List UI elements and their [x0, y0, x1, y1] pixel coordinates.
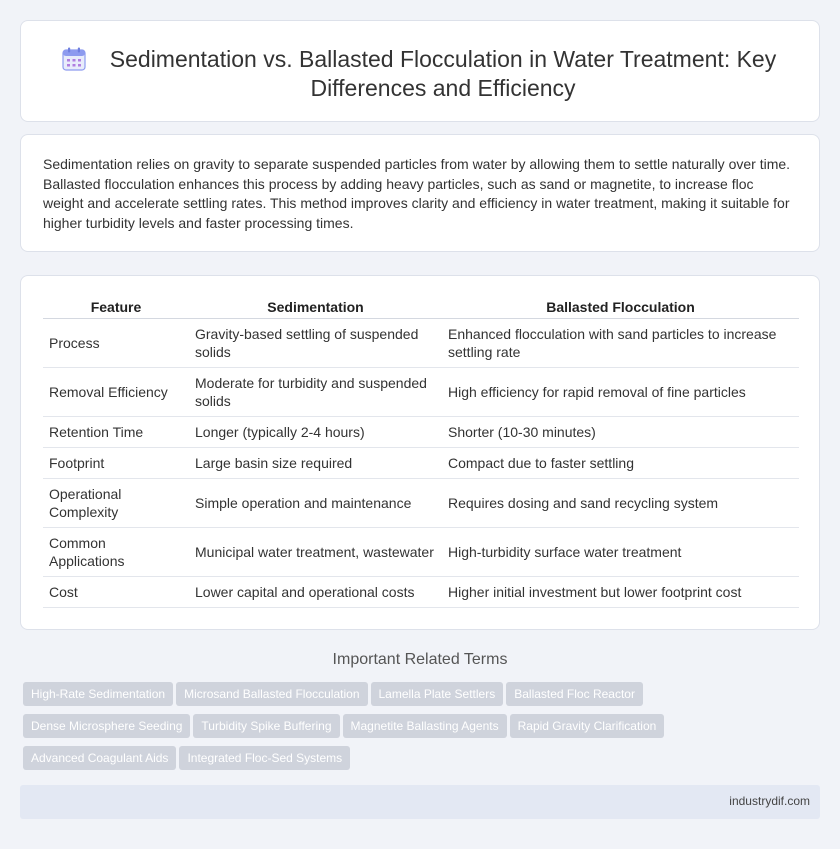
feature-cell: Cost — [43, 577, 189, 608]
related-term-tag[interactable]: Magnetite Ballasting Agents — [343, 714, 507, 738]
sedimentation-cell: Gravity-based settling of suspended solids — [189, 319, 442, 368]
related-term-tag[interactable]: Dense Microsphere Seeding — [23, 714, 190, 738]
related-term-tag[interactable]: Rapid Gravity Clarification — [510, 714, 665, 738]
sedimentation-cell: Simple operation and maintenance — [189, 479, 442, 528]
table-row — [43, 577, 799, 608]
intro-paragraph: Sedimentation relies on gravity to separate suspended particles from water by allowing them to settle naturally over time. Ballasted flocculation enhances this process by adding heavy particles, such as sand or magnetite, to increase floc weight and accelerate settling rates. This method improves clarity and efficiency in water treatment, making it suitable for higher turbidity levels and faster processing times. — [43, 156, 791, 231]
ballasted-cell: Shorter (10-30 minutes) — [442, 417, 799, 448]
table-row — [43, 479, 799, 528]
table-row — [43, 448, 799, 479]
feature-cell: Footprint — [43, 448, 189, 479]
feature-cell: Common Applications — [43, 528, 189, 577]
header-feature: Feature — [43, 296, 189, 319]
related-terms-title: Important Related Terms — [332, 651, 508, 668]
sedimentation-cell: Municipal water treatment, wastewater — [189, 528, 442, 577]
comparison-table — [43, 296, 799, 608]
related-term-tag[interactable]: Advanced Coagulant Aids — [23, 746, 176, 770]
related-term-tag[interactable]: Microsand Ballasted Flocculation — [176, 682, 367, 706]
comparison-card — [20, 275, 820, 630]
header-ballasted-flocculation: Ballasted Flocculation — [442, 296, 799, 319]
sedimentation-cell: Large basin size required — [189, 448, 442, 479]
ballasted-cell: Higher initial investment but lower footprint cost — [442, 577, 799, 608]
footer-site-link[interactable]: industrydif.com — [729, 794, 810, 808]
related-terms-list — [23, 682, 813, 778]
sedimentation-cell: Moderate for turbidity and suspended solids — [189, 368, 442, 417]
sedimentation-cell: Longer (typically 2-4 hours) — [189, 417, 442, 448]
feature-cell: Retention Time — [43, 417, 189, 448]
calendar-icon — [61, 46, 87, 72]
sedimentation-cell: Lower capital and operational costs — [189, 577, 442, 608]
footer — [20, 785, 820, 819]
ballasted-cell: High efficiency for rapid removal of fine particles — [442, 368, 799, 417]
related-term-tag[interactable]: Integrated Floc-Sed Systems — [179, 746, 350, 770]
ballasted-cell: Compact due to faster settling — [442, 448, 799, 479]
page-title: Sedimentation vs. Ballasted Flocculation in Water Treatment: Key Differences and Efficiency — [109, 46, 777, 101]
ballasted-cell: High-turbidity surface water treatment — [442, 528, 799, 577]
related-term-tag[interactable]: High-Rate Sedimentation — [23, 682, 173, 706]
table-header-row — [43, 296, 799, 319]
table-row — [43, 528, 799, 577]
ballasted-cell: Enhanced flocculation with sand particles to increase settling rate — [442, 319, 799, 368]
table-row — [43, 319, 799, 368]
header-sedimentation: Sedimentation — [189, 296, 442, 319]
related-term-tag[interactable]: Ballasted Floc Reactor — [506, 682, 643, 706]
related-term-tag[interactable]: Turbidity Spike Buffering — [193, 714, 339, 738]
feature-cell: Removal Efficiency — [43, 368, 189, 417]
ballasted-cell: Requires dosing and sand recycling system — [442, 479, 799, 528]
intro-card — [20, 134, 820, 252]
header-card — [20, 20, 820, 122]
feature-cell: Operational Complexity — [43, 479, 189, 528]
table-row — [43, 368, 799, 417]
feature-cell: Process — [43, 319, 189, 368]
related-term-tag[interactable]: Lamella Plate Settlers — [371, 682, 504, 706]
table-row — [43, 417, 799, 448]
